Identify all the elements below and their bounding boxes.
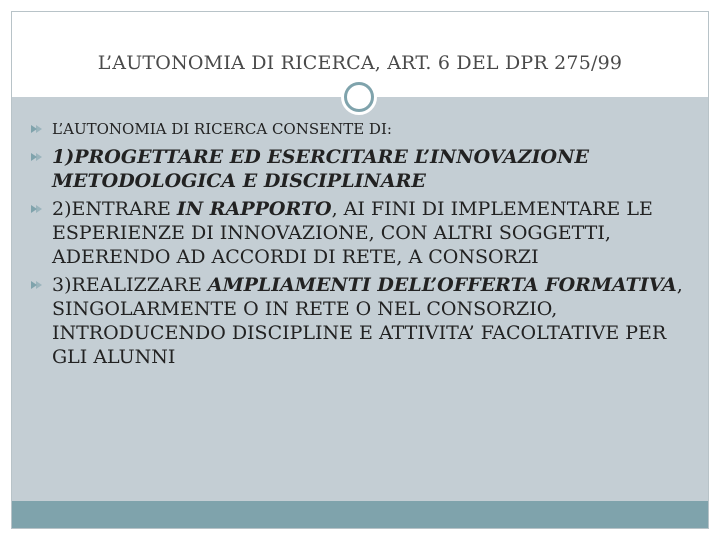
- arrow-bullet-icon: [30, 203, 44, 215]
- footer-bar: [12, 501, 708, 528]
- bullet-item: [30, 145, 690, 193]
- bullet-text: L’AUTONOMIA DI RICERCA CONSENTE DI:: [52, 120, 392, 138]
- arrow-bullet-icon: [30, 123, 44, 135]
- emphasis-text: 1)PROGETTARE ED ESERCITARE L’INNOVAZIONE METODOLOGICA E DISCIPLINARE: [52, 146, 589, 192]
- arrow-bullet-icon: [30, 279, 44, 291]
- bullet-item: [30, 197, 690, 269]
- circle-ornament-icon: [341, 79, 377, 115]
- emphasis-text: IN RAPPORTO: [176, 198, 332, 220]
- bullet-text: 2)ENTRARE: [52, 198, 177, 220]
- arrow-bullet-icon: [30, 151, 44, 163]
- bullet-list: [30, 117, 690, 373]
- bullet-text: 3)REALIZZARE: [52, 274, 208, 296]
- bullet-text: , SINGOLARMENTE O IN RETE O NEL CONSORZIO, INTRODUCENDO DISCIPLINE E ATTIVITA’ FACOLTATIVE PER GLI ALUNNI: [52, 274, 683, 368]
- bullet-text: , AI FINI DI IMPLEMENTARE LE ESPERIENZE DI INNOVAZIONE, CON ALTRI SOGGETTI, ADERENDO AD ACCORDI DI RETE, A CONSORZI: [52, 198, 653, 268]
- bullet-item: [30, 117, 690, 141]
- emphasis-text: AMPLIAMENTI DELL’OFFERTA FORMATIVA: [207, 274, 677, 296]
- slide-title: L’AUTONOMIA DI RICERCA, ART. 6 DEL DPR 275/99: [97, 52, 623, 74]
- bullet-item: [30, 273, 690, 369]
- circle-ring: [344, 82, 374, 112]
